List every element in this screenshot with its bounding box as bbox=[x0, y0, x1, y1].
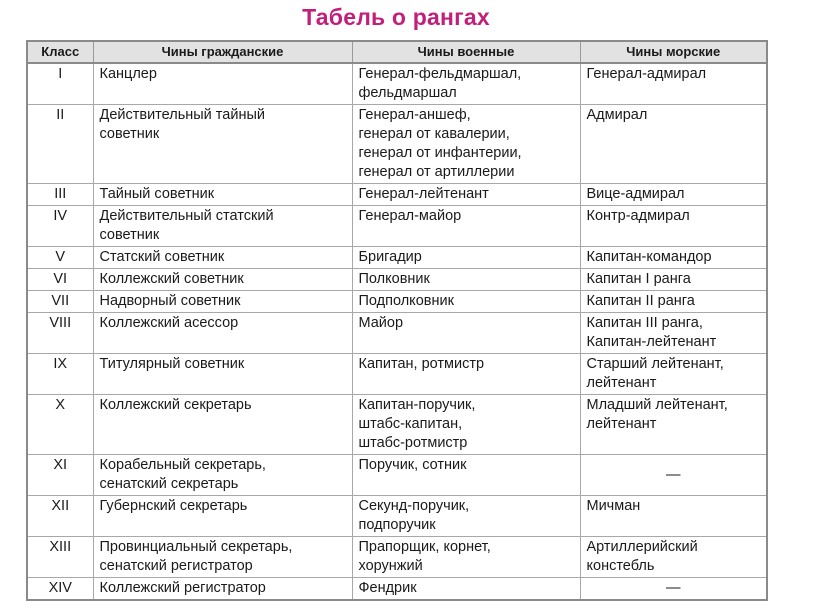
civil-rank-cell: Корабельный секретарь, сенатский секретарь bbox=[93, 455, 352, 496]
military-rank-cell: Генерал-лейтенант bbox=[352, 184, 580, 206]
table-row bbox=[27, 105, 767, 184]
naval-rank-cell: Капитан III ранга, Капитан-лейтенант bbox=[580, 313, 767, 354]
naval-rank-cell: Генерал-адмирал bbox=[580, 63, 767, 105]
military-rank-cell: Поручик, сотник bbox=[352, 455, 580, 496]
civil-rank-cell: Провинциальный секретарь, сенатский регистратор bbox=[93, 537, 352, 578]
page-title: Табель о рангах bbox=[302, 4, 490, 30]
civil-rank-cell: Коллежский регистратор bbox=[93, 578, 352, 601]
class-cell: XI bbox=[27, 455, 93, 496]
class-cell: IV bbox=[27, 206, 93, 247]
class-cell: VI bbox=[27, 269, 93, 291]
table-row bbox=[27, 291, 767, 313]
table-row bbox=[27, 184, 767, 206]
naval-rank-cell: Адмирал bbox=[580, 105, 767, 184]
class-cell: II bbox=[27, 105, 93, 184]
class-cell: XII bbox=[27, 496, 93, 537]
civil-rank-cell: Действительный статский советник bbox=[93, 206, 352, 247]
table-row bbox=[27, 269, 767, 291]
military-rank-cell: Фендрик bbox=[352, 578, 580, 601]
table-row bbox=[27, 313, 767, 354]
civil-rank-cell: Коллежский асессор bbox=[93, 313, 352, 354]
military-rank-cell: Генерал-майор bbox=[352, 206, 580, 247]
table-row bbox=[27, 537, 767, 578]
naval-rank-cell: Контр-адмирал bbox=[580, 206, 767, 247]
header-naval-ranks: Чины морские bbox=[580, 41, 767, 63]
table-header-row bbox=[27, 41, 767, 63]
class-cell: XIV bbox=[27, 578, 93, 601]
table-row bbox=[27, 63, 767, 105]
class-cell: X bbox=[27, 395, 93, 455]
naval-rank-cell: Артиллерийский констебль bbox=[580, 537, 767, 578]
naval-rank-cell: Капитан I ранга bbox=[580, 269, 767, 291]
table-row bbox=[27, 455, 767, 496]
naval-rank-cell: Вице-адмирал bbox=[580, 184, 767, 206]
table-row bbox=[27, 395, 767, 455]
civil-rank-cell: Тайный советник bbox=[93, 184, 352, 206]
military-rank-cell: Капитан, ротмистр bbox=[352, 354, 580, 395]
class-cell: IX bbox=[27, 354, 93, 395]
naval-rank-cell: Капитан II ранга bbox=[580, 291, 767, 313]
civil-rank-cell: Надворный советник bbox=[93, 291, 352, 313]
military-rank-cell: Секунд-поручик, подпоручик bbox=[352, 496, 580, 537]
military-rank-cell: Генерал-фельдмаршал, фельдмаршал bbox=[352, 63, 580, 105]
table-row bbox=[27, 354, 767, 395]
class-cell: I bbox=[27, 63, 93, 105]
civil-rank-cell: Статский советник bbox=[93, 247, 352, 269]
naval-rank-cell: Старший лейтенант, лейтенант bbox=[580, 354, 767, 395]
class-cell: V bbox=[27, 247, 93, 269]
naval-rank-cell: Капитан-командор bbox=[580, 247, 767, 269]
civil-rank-cell: Коллежский советник bbox=[93, 269, 352, 291]
military-rank-cell: Прапорщик, корнет, хорунжий bbox=[352, 537, 580, 578]
table-row bbox=[27, 206, 767, 247]
naval-rank-cell: — bbox=[580, 455, 767, 496]
table-row bbox=[27, 247, 767, 269]
header-class: Класс bbox=[27, 41, 93, 63]
table-body bbox=[27, 63, 767, 600]
naval-rank-cell: — bbox=[580, 578, 767, 601]
ranks-table bbox=[26, 40, 768, 601]
military-rank-cell: Полковник bbox=[352, 269, 580, 291]
table-row bbox=[27, 578, 767, 601]
civil-rank-cell: Губернский секретарь bbox=[93, 496, 352, 537]
military-rank-cell: Подполковник bbox=[352, 291, 580, 313]
military-rank-cell: Генерал-аншеф, генерал от кавалерии, генерал от инфантерии, генерал от артиллерии bbox=[352, 105, 580, 184]
civil-rank-cell: Канцлер bbox=[93, 63, 352, 105]
class-cell: III bbox=[27, 184, 93, 206]
military-rank-cell: Бригадир bbox=[352, 247, 580, 269]
naval-rank-cell: Мичман bbox=[580, 496, 767, 537]
header-civil-ranks: Чины гражданские bbox=[93, 41, 352, 63]
military-rank-cell: Капитан-поручик, штабс-капитан, штабс-ротмистр bbox=[352, 395, 580, 455]
naval-rank-cell: Младший лейтенант, лейтенант bbox=[580, 395, 767, 455]
class-cell: XIII bbox=[27, 537, 93, 578]
civil-rank-cell: Титулярный советник bbox=[93, 354, 352, 395]
table-row bbox=[27, 496, 767, 537]
military-rank-cell: Майор bbox=[352, 313, 580, 354]
header-military-ranks: Чины военные bbox=[352, 41, 580, 63]
class-cell: VII bbox=[27, 291, 93, 313]
civil-rank-cell: Действительный тайный советник bbox=[93, 105, 352, 184]
civil-rank-cell: Коллежский секретарь bbox=[93, 395, 352, 455]
class-cell: VIII bbox=[27, 313, 93, 354]
